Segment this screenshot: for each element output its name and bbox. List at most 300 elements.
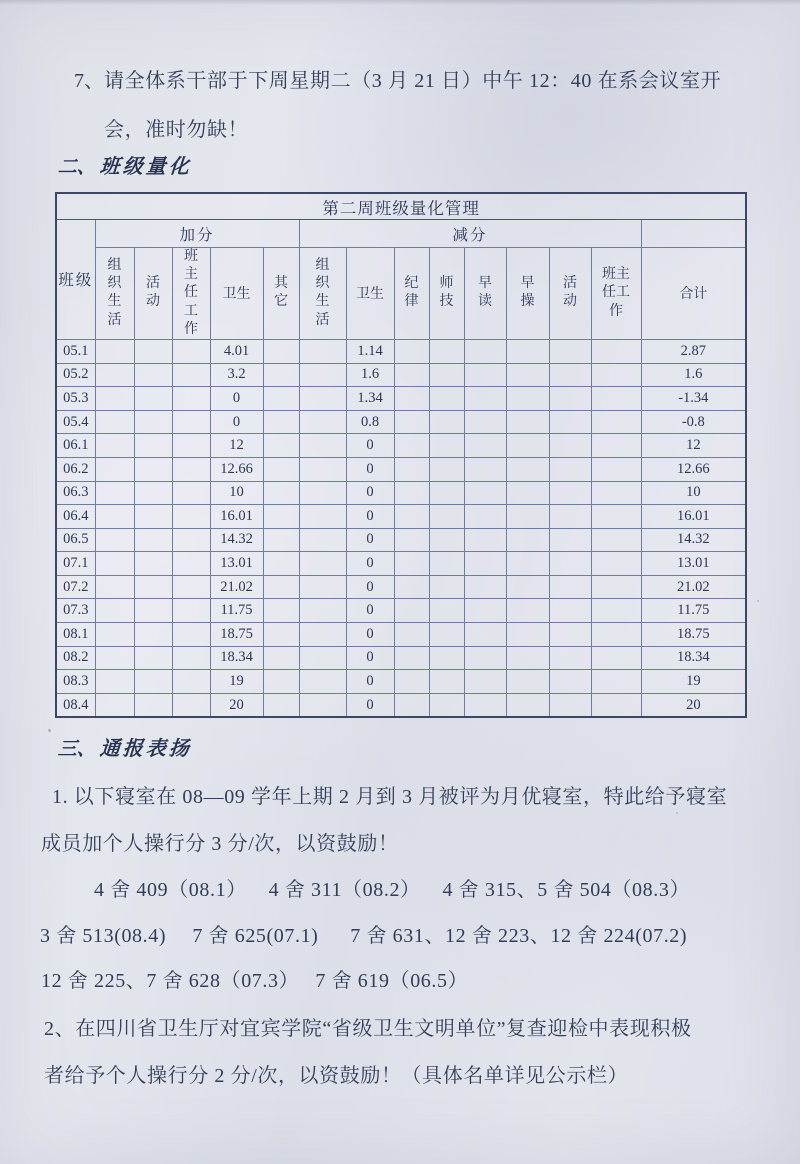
cell-sub-hygiene: 0 — [346, 646, 394, 670]
cell-add-hygiene: 21.02 — [210, 575, 263, 599]
cell-empty — [134, 646, 172, 670]
cell-empty — [506, 481, 549, 505]
cell-empty — [506, 434, 549, 458]
cell-total: 12.66 — [641, 457, 746, 481]
praise1-line1: 1. 以下寝室在 08—09 学年上期 2 月到 3 月被评为月优寝室，特此给予寝室 — [52, 786, 728, 808]
cell-empty — [134, 575, 172, 599]
cell-empty — [95, 552, 134, 576]
cell-add-hygiene: 3.2 — [210, 363, 263, 387]
cell-empty — [263, 363, 299, 387]
cell-empty — [591, 693, 641, 717]
cell-empty — [263, 339, 299, 363]
cell-empty — [172, 387, 210, 411]
group-header-add-points: 加分 — [95, 220, 299, 248]
cell-empty — [464, 339, 506, 363]
cell-empty — [591, 599, 641, 623]
table-row — [56, 410, 746, 434]
cell-sub-hygiene: 0 — [346, 623, 394, 647]
cell-empty — [299, 457, 346, 481]
col-header-class: 班级 — [56, 220, 95, 340]
col-header-add-org-life — [95, 248, 134, 340]
cell-empty — [95, 528, 134, 552]
col-header-label: 班主任工作 — [184, 249, 198, 337]
cell-empty — [394, 457, 429, 481]
cell-add-hygiene: 13.01 — [210, 552, 263, 576]
cell-empty — [172, 599, 210, 623]
cell-empty — [394, 339, 429, 363]
cell-sub-hygiene: 0 — [346, 670, 394, 694]
cell-class: 06.5 — [56, 528, 95, 552]
cell-empty — [134, 552, 172, 576]
cell-empty — [134, 387, 172, 411]
cell-empty — [263, 387, 299, 411]
cell-empty — [172, 363, 210, 387]
cell-empty — [95, 646, 134, 670]
cell-empty — [172, 434, 210, 458]
col-header-label: 活动 — [146, 276, 160, 310]
cell-empty — [464, 363, 506, 387]
cell-empty — [394, 552, 429, 576]
cell-empty — [591, 528, 641, 552]
cell-empty — [95, 363, 134, 387]
cell-empty — [549, 481, 591, 505]
cell-empty — [549, 339, 591, 363]
cell-empty — [464, 646, 506, 670]
cell-sub-hygiene: 0 — [346, 457, 394, 481]
cell-empty — [299, 670, 346, 694]
cell-empty — [464, 457, 506, 481]
cell-empty — [591, 575, 641, 599]
cell-total: 12 — [641, 434, 746, 458]
col-header-sub-head-teacher — [591, 248, 641, 340]
cell-empty — [429, 363, 464, 387]
cell-empty — [394, 670, 429, 694]
cell-empty — [263, 528, 299, 552]
cell-empty — [134, 410, 172, 434]
section3-marker: 三、 — [57, 739, 97, 760]
dorm-list-line2: 3 舍 513(08.4) 7 舍 625(07.1) 7 舍 631、12 舍 223、12 舍 224(07.2) — [40, 925, 688, 947]
cell-empty — [299, 387, 346, 411]
cell-empty — [172, 646, 210, 670]
cell-empty — [591, 410, 641, 434]
cell-empty — [172, 339, 210, 363]
cell-empty — [394, 363, 429, 387]
cell-empty — [464, 528, 506, 552]
cell-empty — [95, 575, 134, 599]
col-header-sub-morning-reading — [464, 248, 506, 340]
cell-empty — [394, 505, 429, 529]
cell-empty — [134, 363, 172, 387]
scan-speck — [48, 729, 51, 732]
cell-empty — [429, 623, 464, 647]
table-title: 第二周班级量化管理 — [56, 193, 746, 220]
cell-empty — [134, 528, 172, 552]
cell-class: 07.1 — [56, 552, 95, 576]
cell-empty — [464, 505, 506, 529]
cell-class: 06.4 — [56, 505, 95, 529]
cell-add-hygiene: 19 — [210, 670, 263, 694]
table-row — [56, 670, 746, 694]
table-row — [56, 528, 746, 552]
cell-empty — [95, 457, 134, 481]
cell-empty — [394, 410, 429, 434]
cell-empty — [172, 575, 210, 599]
col-header-add-other — [263, 248, 299, 340]
cell-empty — [299, 623, 346, 647]
cell-empty — [299, 646, 346, 670]
cell-class: 05.2 — [56, 363, 95, 387]
cell-empty — [172, 623, 210, 647]
cell-empty — [549, 599, 591, 623]
table-row — [56, 552, 746, 576]
cell-empty — [429, 481, 464, 505]
cell-empty — [134, 481, 172, 505]
cell-add-hygiene: 16.01 — [210, 505, 263, 529]
col-header-label: 组织生活 — [107, 258, 122, 328]
cell-empty — [394, 623, 429, 647]
cell-empty — [429, 599, 464, 623]
cell-sub-hygiene: 0.8 — [346, 410, 394, 434]
table-row — [56, 693, 746, 717]
table-row — [56, 339, 746, 363]
cell-class: 06.2 — [56, 457, 95, 481]
cell-class: 08.4 — [56, 693, 95, 717]
cell-total: 10 — [641, 481, 746, 505]
col-header-label: 早操 — [520, 276, 535, 310]
cell-empty — [591, 481, 641, 505]
cell-add-hygiene: 12 — [210, 434, 263, 458]
cell-empty — [172, 552, 210, 576]
cell-empty — [299, 599, 346, 623]
cell-empty — [549, 528, 591, 552]
cell-empty — [506, 693, 549, 717]
praise2-line2: 者给予个人操行分 2 分/次，以资鼓励！（具体名单详见公示栏） — [44, 1065, 629, 1087]
cell-empty — [299, 410, 346, 434]
section2-marker: 二、 — [57, 157, 97, 178]
cell-empty — [549, 387, 591, 411]
table-row — [56, 457, 746, 481]
cell-empty — [95, 693, 134, 717]
cell-empty — [172, 457, 210, 481]
scan-speck — [676, 812, 678, 814]
cell-empty — [263, 552, 299, 576]
cell-class: 08.2 — [56, 646, 95, 670]
table-row — [56, 505, 746, 529]
cell-empty — [464, 670, 506, 694]
cell-total: 21.02 — [641, 575, 746, 599]
cell-sub-hygiene: 1.34 — [346, 387, 394, 411]
cell-empty — [549, 363, 591, 387]
cell-empty — [172, 410, 210, 434]
cell-empty — [591, 646, 641, 670]
table-row — [56, 623, 746, 647]
cell-sub-hygiene: 0 — [346, 599, 394, 623]
cell-empty — [263, 693, 299, 717]
group-header-empty — [641, 220, 746, 248]
cell-empty — [299, 552, 346, 576]
cell-empty — [172, 481, 210, 505]
cell-empty — [506, 552, 549, 576]
cell-empty — [549, 457, 591, 481]
table-row — [56, 599, 746, 623]
cell-empty — [549, 552, 591, 576]
col-header-label: 活动 — [563, 276, 577, 310]
col-header-label: 早读 — [478, 276, 492, 310]
cell-class: 06.3 — [56, 481, 95, 505]
cell-empty — [429, 505, 464, 529]
cell-empty — [299, 575, 346, 599]
cell-empty — [464, 552, 506, 576]
cell-empty — [299, 693, 346, 717]
cell-add-hygiene: 12.66 — [210, 457, 263, 481]
col-header-sub-hygiene: 卫生 — [346, 248, 394, 340]
dorm-list-line1: 4 舍 409（08.1） 4 舍 311（08.2） 4 舍 315、5 舍 504（08.3） — [94, 879, 691, 901]
cell-add-hygiene: 4.01 — [210, 339, 263, 363]
cell-add-hygiene: 10 — [210, 481, 263, 505]
cell-empty — [506, 575, 549, 599]
col-header-label: 班主任工作 — [602, 267, 630, 319]
cell-empty — [263, 481, 299, 505]
cell-add-hygiene: 18.75 — [210, 623, 263, 647]
cell-add-hygiene: 18.34 — [210, 646, 263, 670]
table-header-row — [56, 248, 746, 340]
cell-empty — [394, 575, 429, 599]
cell-total: 1.6 — [641, 363, 746, 387]
cell-empty — [549, 434, 591, 458]
section2-title: 班级量化 — [99, 156, 193, 178]
table-row — [56, 363, 746, 387]
cell-total: 14.32 — [641, 528, 746, 552]
cell-empty — [506, 410, 549, 434]
col-header-label: 师技 — [439, 276, 454, 310]
cell-empty — [506, 363, 549, 387]
cell-empty — [429, 434, 464, 458]
cell-empty — [394, 434, 429, 458]
cell-empty — [464, 623, 506, 647]
cell-add-hygiene: 0 — [210, 410, 263, 434]
cell-empty — [394, 481, 429, 505]
col-header-sub-teacher-skill — [429, 248, 464, 340]
cell-empty — [263, 646, 299, 670]
col-header-label: 其它 — [274, 276, 288, 310]
cell-empty — [95, 434, 134, 458]
cell-empty — [95, 387, 134, 411]
cell-add-hygiene: 14.32 — [210, 528, 263, 552]
cell-empty — [95, 505, 134, 529]
cell-class: 05.3 — [56, 387, 95, 411]
cell-empty — [506, 623, 549, 647]
cell-empty — [549, 670, 591, 694]
scan-speck — [757, 600, 759, 602]
cell-empty — [464, 387, 506, 411]
praise1-line2: 成员加个人操行分 3 分/次，以资鼓励！ — [41, 833, 399, 855]
cell-empty — [172, 505, 210, 529]
col-header-label: 纪律 — [404, 276, 419, 310]
cell-sub-hygiene: 0 — [346, 434, 394, 458]
cell-sub-hygiene: 0 — [346, 505, 394, 529]
cell-sub-hygiene: 0 — [346, 528, 394, 552]
cell-empty — [299, 528, 346, 552]
cell-empty — [394, 528, 429, 552]
table-row — [56, 387, 746, 411]
item7-marker: 7、 — [74, 70, 104, 92]
cell-empty — [172, 528, 210, 552]
cell-class: 06.1 — [56, 434, 95, 458]
cell-empty — [134, 670, 172, 694]
cell-empty — [506, 599, 549, 623]
cell-empty — [429, 339, 464, 363]
table-title-row — [56, 193, 746, 220]
cell-empty — [591, 387, 641, 411]
table-row — [56, 575, 746, 599]
cell-empty — [299, 363, 346, 387]
cell-class: 08.1 — [56, 623, 95, 647]
cell-class: 05.1 — [56, 339, 95, 363]
cell-empty — [263, 505, 299, 529]
cell-sub-hygiene: 0 — [346, 693, 394, 717]
col-header-sub-morning-exercise — [506, 248, 549, 340]
dorm-list-line3: 12 舍 225、7 舍 628（07.3） 7 舍 619（06.5） — [41, 970, 469, 992]
cell-empty — [429, 410, 464, 434]
cell-empty — [134, 623, 172, 647]
cell-empty — [591, 670, 641, 694]
cell-empty — [591, 434, 641, 458]
cell-empty — [134, 599, 172, 623]
cell-empty — [134, 339, 172, 363]
cell-empty — [299, 505, 346, 529]
cell-empty — [549, 693, 591, 717]
cell-empty — [263, 457, 299, 481]
cell-empty — [263, 575, 299, 599]
cell-empty — [299, 481, 346, 505]
cell-empty — [263, 599, 299, 623]
cell-empty — [506, 339, 549, 363]
cell-empty — [134, 434, 172, 458]
cell-empty — [591, 363, 641, 387]
cell-class: 05.4 — [56, 410, 95, 434]
cell-empty — [429, 552, 464, 576]
cell-empty — [464, 575, 506, 599]
cell-empty — [506, 528, 549, 552]
cell-sub-hygiene: 0 — [346, 481, 394, 505]
cell-empty — [95, 623, 134, 647]
cell-empty — [134, 505, 172, 529]
cell-empty — [394, 387, 429, 411]
cell-total: -1.34 — [641, 387, 746, 411]
cell-class: 08.3 — [56, 670, 95, 694]
item7-line1: 请全体系干部于下周星期二（3 月 21 日）中午 12：40 在系会议室开 — [104, 70, 722, 92]
cell-total: 2.87 — [641, 339, 746, 363]
cell-empty — [95, 481, 134, 505]
section3-title: 通报表扬 — [99, 738, 193, 760]
cell-total: 20 — [641, 693, 746, 717]
col-header-sub-discipline — [394, 248, 429, 340]
cell-empty — [549, 505, 591, 529]
cell-empty — [506, 670, 549, 694]
cell-empty — [95, 599, 134, 623]
cell-empty — [95, 410, 134, 434]
cell-add-hygiene: 0 — [210, 387, 263, 411]
cell-empty — [464, 693, 506, 717]
table-group-row — [56, 220, 746, 248]
table-row — [56, 434, 746, 458]
cell-empty — [95, 339, 134, 363]
cell-empty — [591, 505, 641, 529]
cell-sub-hygiene: 0 — [346, 552, 394, 576]
cell-empty — [263, 670, 299, 694]
cell-empty — [95, 670, 134, 694]
cell-total: 13.01 — [641, 552, 746, 576]
cell-empty — [506, 646, 549, 670]
item7-line2: 会，准时勿缺！ — [104, 119, 249, 141]
cell-total: -0.8 — [641, 410, 746, 434]
cell-empty — [506, 505, 549, 529]
cell-empty — [172, 693, 210, 717]
cell-total: 18.34 — [641, 646, 746, 670]
table-row — [56, 481, 746, 505]
cell-add-hygiene: 20 — [210, 693, 263, 717]
cell-empty — [464, 481, 506, 505]
cell-empty — [591, 457, 641, 481]
cell-sub-hygiene: 1.14 — [346, 339, 394, 363]
cell-empty — [394, 646, 429, 670]
cell-empty — [429, 693, 464, 717]
group-header-sub-points: 减分 — [299, 220, 641, 248]
col-header-add-head-teacher — [172, 248, 210, 340]
cell-empty — [464, 599, 506, 623]
class-quantification-table — [55, 192, 747, 718]
col-header-add-hygiene: 卫生 — [210, 248, 263, 340]
praise2-line1: 2、在四川省卫生厅对宜宾学院“省级卫生文明单位”复查迎检中表现积极 — [44, 1018, 692, 1040]
cell-class: 07.3 — [56, 599, 95, 623]
cell-empty — [263, 410, 299, 434]
cell-empty — [464, 434, 506, 458]
cell-empty — [549, 575, 591, 599]
col-header-total: 合计 — [641, 248, 746, 340]
cell-empty — [429, 646, 464, 670]
cell-empty — [134, 457, 172, 481]
cell-empty — [429, 457, 464, 481]
cell-empty — [299, 339, 346, 363]
cell-empty — [394, 693, 429, 717]
col-header-label: 组织生活 — [315, 258, 330, 328]
cell-total: 18.75 — [641, 623, 746, 647]
cell-empty — [549, 410, 591, 434]
cell-empty — [429, 387, 464, 411]
col-header-sub-activity — [549, 248, 591, 340]
cell-empty — [506, 387, 549, 411]
cell-total: 11.75 — [641, 599, 746, 623]
cell-empty — [263, 623, 299, 647]
col-header-sub-org-life — [299, 248, 346, 340]
cell-class: 07.2 — [56, 575, 95, 599]
cell-empty — [394, 599, 429, 623]
cell-empty — [429, 670, 464, 694]
cell-empty — [464, 410, 506, 434]
cell-empty — [591, 339, 641, 363]
cell-empty — [549, 623, 591, 647]
table-row — [56, 646, 746, 670]
cell-empty — [506, 457, 549, 481]
cell-total: 16.01 — [641, 505, 746, 529]
cell-empty — [429, 528, 464, 552]
cell-empty — [591, 623, 641, 647]
cell-total: 19 — [641, 670, 746, 694]
cell-sub-hygiene: 0 — [346, 575, 394, 599]
cell-empty — [299, 434, 346, 458]
cell-empty — [172, 670, 210, 694]
cell-sub-hygiene: 1.6 — [346, 363, 394, 387]
